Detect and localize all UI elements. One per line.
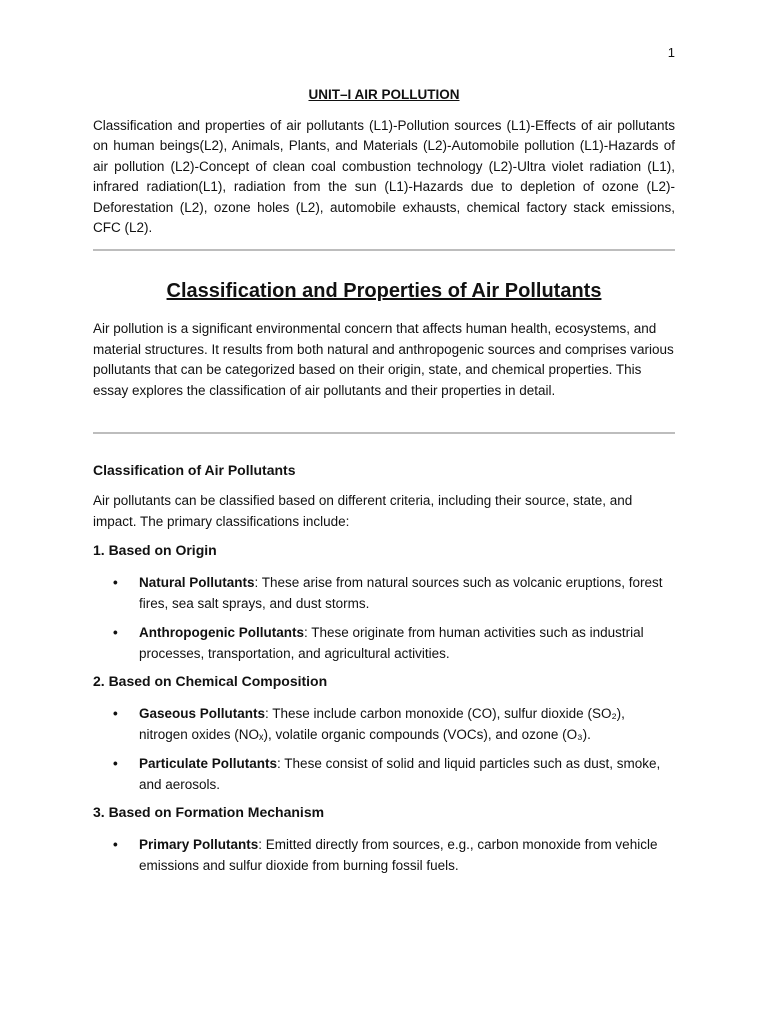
group-heading-origin: 1. Based on Origin bbox=[93, 542, 217, 558]
list-item-text: : These consist of solid and liquid particles such as dust, smoke, and aerosols. bbox=[139, 756, 661, 792]
bullet-icon: • bbox=[113, 706, 118, 721]
group-heading-formation: 3. Based on Formation Mechanism bbox=[93, 804, 325, 820]
group-heading-composition: 2. Based on Chemical Composition bbox=[93, 673, 328, 689]
page-number: 1 bbox=[667, 45, 675, 60]
divider bbox=[93, 432, 675, 434]
list-item-term: Natural Pollutants bbox=[139, 575, 255, 590]
list-item-text: : These include carbon monoxide (CO), sulfur dioxide (SO₂), nitrogen oxides (NOₓ), volatile organic compounds (VOCs), and ozone (O₃). bbox=[139, 706, 625, 742]
list-item-text: : These arise from natural sources such as volcanic eruptions, forest fires, sea salt sprays, and dust storms. bbox=[139, 575, 663, 611]
list-item-term: Primary Pollutants bbox=[139, 837, 259, 852]
classification-heading: Classification of Air Pollutants bbox=[93, 462, 296, 478]
list-item-term: Particulate Pollutants bbox=[139, 756, 278, 771]
bullet-icon: • bbox=[113, 756, 118, 771]
list-item-text: : These originate from human activities such as industrial processes, transportation, and agricultural activities. bbox=[139, 625, 644, 661]
unit-title: UNIT–I AIR POLLUTION bbox=[308, 87, 460, 102]
classification-intro: Air pollutants can be classified based on different criteria, including their source, state, and impact. The primary classifications include: bbox=[93, 493, 633, 529]
bullet-icon: • bbox=[113, 625, 118, 640]
list-item-term: Gaseous Pollutants bbox=[139, 706, 266, 721]
main-heading: Classification and Properties of Air Pollutants bbox=[166, 280, 602, 302]
list-item-text: : Emitted directly from sources, e.g., carbon monoxide from vehicle emissions and sulfur dioxide from burning fossil fuels. bbox=[139, 837, 658, 873]
bullet-icon: • bbox=[113, 837, 118, 852]
intro-paragraph: Air pollution is a significant environmental concern that affects human health, ecosystems, and material structures. It results from both natural and anthropogenic sources and comprises various pollutants that can be categorized based on their origin, state, and chemical properties. This essay explores the classification of air pollutants and their properties in detail. bbox=[93, 321, 674, 398]
syllabus-paragraph: Classification and properties of air pollutants (L1)-Pollution sources (L1)-Effects of air pollutants on human beings(L2), Animals, Plants, and Materials (L2)-Automobile pollution (L1)-Hazards of air pollution (L2)-Concept of clean coal combustion technology (L2)-Ultra violet radiation (L1), infrared radiation(L1), radiation from the sun (L1)-Hazards due to depletion of ozone (L2)-Deforestation (L2), ozone holes (L2), automobile exhausts, chemical factory stack emissions, CFC (L2). bbox=[93, 118, 675, 236]
divider bbox=[93, 249, 675, 251]
list-item-term: Anthropogenic Pollutants bbox=[139, 625, 304, 640]
bullet-icon: • bbox=[113, 575, 118, 590]
